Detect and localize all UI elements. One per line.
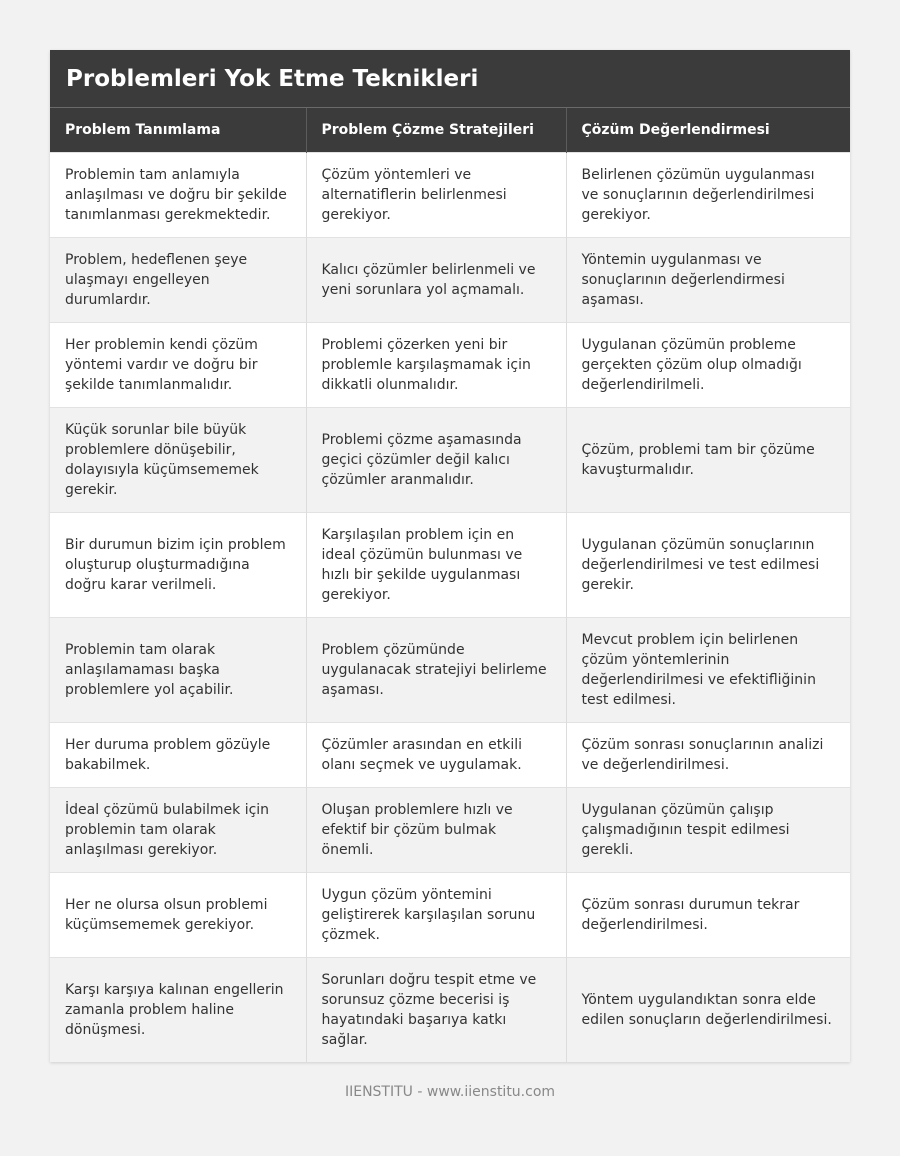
table-cell: İdeal çözümü bulabilmek için problemin tam olarak anlaşılması gerekiyor. — [50, 787, 306, 872]
table-row — [50, 957, 850, 1062]
table-cell: Kalıcı çözümler belirlenmeli ve yeni sorunlara yol açmamalı. — [306, 237, 566, 322]
footer-credit: IIENSTITU - www.iienstitu.com — [344, 1084, 556, 1100]
table-cell: Karşılaşılan problem için en ideal çözümün bulunması ve hızlı bir şekilde uygulanması gerekiyor. — [306, 512, 566, 617]
table-cell: Çözüm, problemi tam bir çözüme kavuşturmalıdır. — [566, 407, 850, 512]
table-cell: Her problemin kendi çözüm yöntemi vardır ve doğru bir şekilde tanımlanmalıdır. — [50, 322, 306, 407]
table-row — [50, 512, 850, 617]
techniques-table — [50, 108, 850, 1062]
table-cell: Problemin tam olarak anlaşılamaması başka problemlere yol açabilir. — [50, 617, 306, 722]
table-cell: Belirlenen çözümün uygulanması ve sonuçlarının değerlendirilmesi gerekiyor. — [566, 152, 850, 237]
table-cell: Her ne olursa olsun problemi küçümsememek gerekiyor. — [50, 872, 306, 957]
table-row — [50, 787, 850, 872]
table-cell: Uygulanan çözümün probleme gerçekten çözüm olup olmadığı değerlendirilmeli. — [566, 322, 850, 407]
table-cell: Uygulanan çözümün çalışıp çalışmadığının tespit edilmesi gerekli. — [566, 787, 850, 872]
header-row — [50, 108, 850, 152]
table-cell: Çözüm sonrası durumun tekrar değerlendirilmesi. — [566, 872, 850, 957]
table-cell: Çözüm yöntemleri ve alternatiflerin belirlenmesi gerekiyor. — [306, 152, 566, 237]
table-cell: Çözüm sonrası sonuçlarının analizi ve değerlendirilmesi. — [566, 722, 850, 787]
table-cell: Problemi çözerken yeni bir problemle karşılaşmamak için dikkatli olunmalıdır. — [306, 322, 566, 407]
table-cell: Uygulanan çözümün sonuçlarının değerlendirilmesi ve test edilmesi gerekir. — [566, 512, 850, 617]
table-row — [50, 872, 850, 957]
table-cell: Yöntem uygulandıktan sonra elde edilen sonuçların değerlendirilmesi. — [566, 957, 850, 1062]
page-title: Problemleri Yok Etme Teknikleri — [50, 50, 850, 108]
table-cell: Yöntemin uygulanması ve sonuçlarının değerlendirmesi aşaması. — [566, 237, 850, 322]
table-cell: Mevcut problem için belirlenen çözüm yöntemlerinin değerlendirilmesi ve efektifliğinin test edilmesi. — [566, 617, 850, 722]
table-row — [50, 322, 850, 407]
table-card — [50, 50, 850, 1062]
column-header-problem-definition: Problem Tanımlama — [50, 108, 306, 152]
table-cell: Her duruma problem gözüyle bakabilmek. — [50, 722, 306, 787]
table-cell: Küçük sorunlar bile büyük problemlere dönüşebilir, dolayısıyla küçümsememek gerekir. — [50, 407, 306, 512]
table-row — [50, 237, 850, 322]
table-cell: Uygun çözüm yöntemini geliştirerek karşılaşılan sorunu çözmek. — [306, 872, 566, 957]
table-cell: Problem çözümünde uygulanacak stratejiyi belirleme aşaması. — [306, 617, 566, 722]
table-cell: Problemin tam anlamıyla anlaşılması ve doğru bir şekilde tanımlanması gerekmektedir. — [50, 152, 306, 237]
table-cell: Sorunları doğru tespit etme ve sorunsuz çözme becerisi iş hayatındaki başarıya katkı sağlar. — [306, 957, 566, 1062]
table-row — [50, 617, 850, 722]
column-header-evaluation: Çözüm Değerlendirmesi — [566, 108, 850, 152]
table-row — [50, 722, 850, 787]
table-cell: Karşı karşıya kalınan engellerin zamanla problem haline dönüşmesi. — [50, 957, 306, 1062]
column-header-strategies: Problem Çözme Stratejileri — [306, 108, 566, 152]
table-row — [50, 407, 850, 512]
table-row — [50, 152, 850, 237]
table-cell: Çözümler arasından en etkili olanı seçmek ve uygulamak. — [306, 722, 566, 787]
table-cell: Problem, hedeflenen şeye ulaşmayı engelleyen durumlardır. — [50, 237, 306, 322]
table-cell: Bir durumun bizim için problem oluşturup oluşturmadığına doğru karar verilmeli. — [50, 512, 306, 617]
table-cell: Oluşan problemlere hızlı ve efektif bir çözüm bulmak önemli. — [306, 787, 566, 872]
table-cell: Problemi çözme aşamasında geçici çözümler değil kalıcı çözümler aranmalıdır. — [306, 407, 566, 512]
